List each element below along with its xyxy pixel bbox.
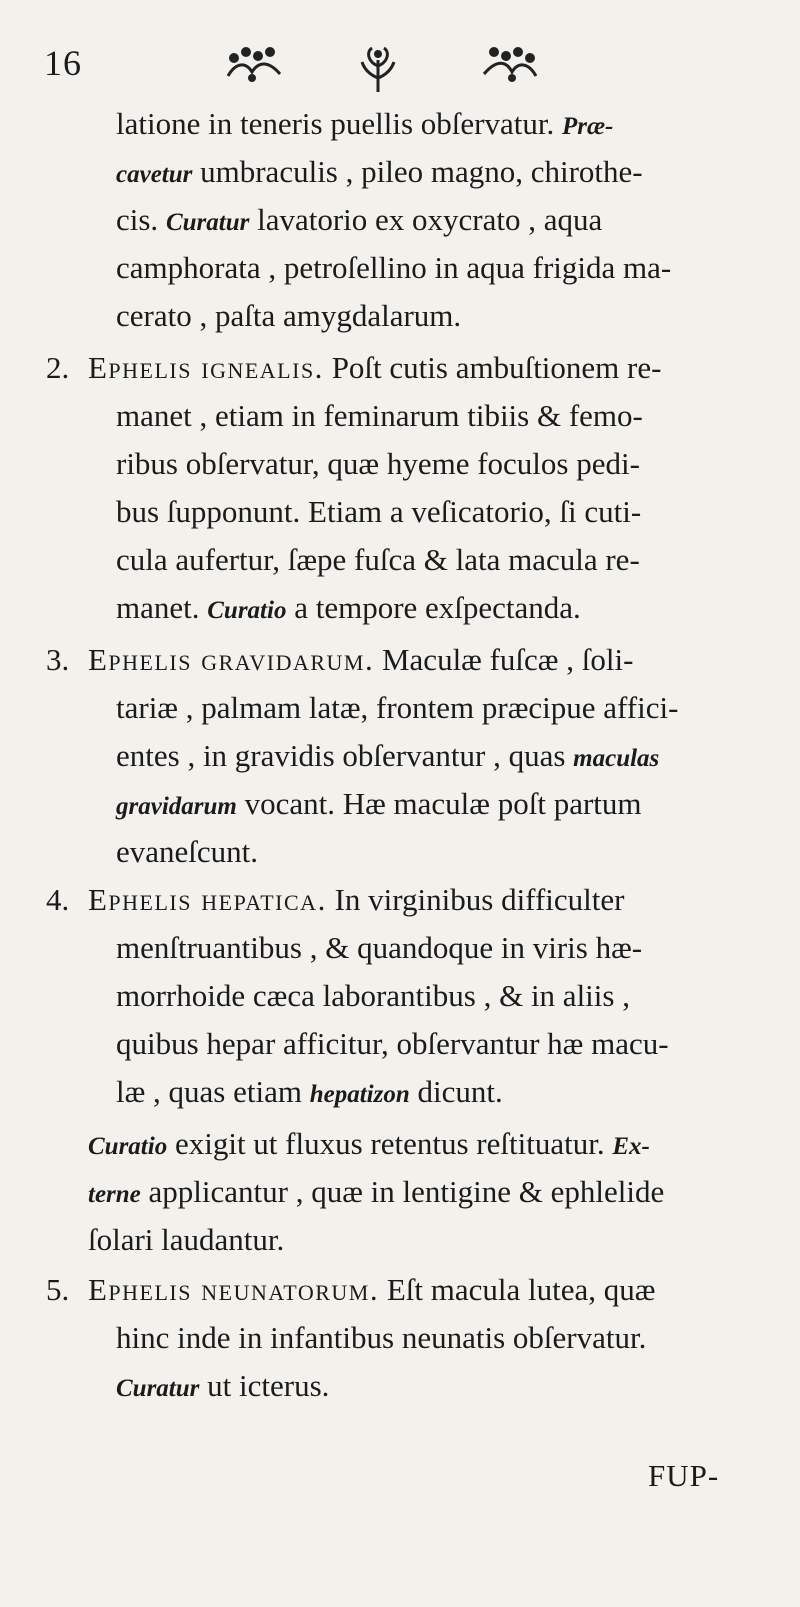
entry-title: Ephelis gravidarum. bbox=[88, 642, 375, 677]
text-line: manet , etiam in feminarum tibiis & femo- bbox=[116, 398, 643, 433]
text-line: cavetur umbraculis , pileo magno, chirothe- bbox=[116, 154, 643, 189]
entry-number: 3. bbox=[46, 642, 70, 677]
floral-ornament-icon bbox=[358, 44, 398, 94]
entry-number: 4. bbox=[46, 882, 70, 917]
text-line: cis. Curatur lavatorio ex oxycrato , aqua bbox=[116, 202, 603, 237]
entry-title: Ephelis hepatica. bbox=[88, 882, 327, 917]
text-line: tariæ , palmam latæ, frontem præcipue affici- bbox=[116, 690, 679, 725]
text-line: terne applicantur , quæ in lentigine & ephlelide bbox=[88, 1174, 665, 1209]
text-line: menſtruantibus , & quandoque in viris hæ- bbox=[116, 930, 643, 965]
text-line: Curatio exigit ut fluxus retentus reſtituatur. Ex- bbox=[88, 1126, 650, 1161]
text-line: camphorata , petroſellino in aqua frigida ma- bbox=[116, 250, 672, 285]
entry-heading-line: Ephelis gravidarum. Maculæ fuſcæ , ſoli- bbox=[88, 642, 634, 677]
entry-number: 5. bbox=[46, 1272, 70, 1307]
entry-number: 2. bbox=[46, 350, 70, 385]
entry-heading-line: Ephelis hepatica. In virginibus difficulter bbox=[88, 882, 625, 917]
floral-ornament-icon bbox=[478, 44, 542, 88]
entry-heading-line: Ephelis ignealis. Poſt cutis ambuſtionem re- bbox=[88, 350, 662, 385]
text-line: ſolari laudantur. bbox=[88, 1222, 285, 1257]
entry-title: Ephelis ignealis. bbox=[88, 350, 324, 385]
text-line: hinc inde in infantibus neunatis obſervatur. bbox=[116, 1320, 647, 1355]
text-line: gravidarum vocant. Hæ maculæ poſt partum bbox=[116, 786, 642, 821]
text-line: Curatur ut icterus. bbox=[116, 1368, 330, 1403]
text-line: manet. Curatio a tempore exſpectanda. bbox=[116, 590, 581, 625]
text-line: cula aufertur, ſæpe fuſca & lata macula re- bbox=[116, 542, 640, 577]
text-line: cerato , paſta amygdalarum. bbox=[116, 298, 462, 333]
catchword: FUP- bbox=[648, 1458, 720, 1493]
floral-ornament-icon bbox=[222, 44, 286, 88]
page-number: 16 bbox=[44, 43, 82, 83]
entry-title: Ephelis neunatorum. bbox=[88, 1272, 380, 1307]
text-line: læ , quas etiam hepatizon dicunt. bbox=[116, 1074, 503, 1109]
page-header bbox=[0, 40, 800, 100]
text-line: entes , in gravidis obſervantur , quas maculas bbox=[116, 738, 660, 773]
text-line: quibus hepar afficitur, obſervantur hæ macu- bbox=[116, 1026, 669, 1061]
text-line: latione in teneris puellis obſervatur. Præ- bbox=[116, 106, 614, 141]
entry-heading-line: Ephelis neunatorum. Eſt macula lutea, quæ bbox=[88, 1272, 656, 1307]
text-line: bus ſupponunt. Etiam a veſicatorio, ſi cuti- bbox=[116, 494, 642, 529]
text-line: morrhoide cæca laborantibus , & in aliis , bbox=[116, 978, 630, 1013]
text-line: evaneſcunt. bbox=[116, 834, 259, 869]
text-line: ribus obſervatur, quæ hyeme foculos pedi- bbox=[116, 446, 640, 481]
